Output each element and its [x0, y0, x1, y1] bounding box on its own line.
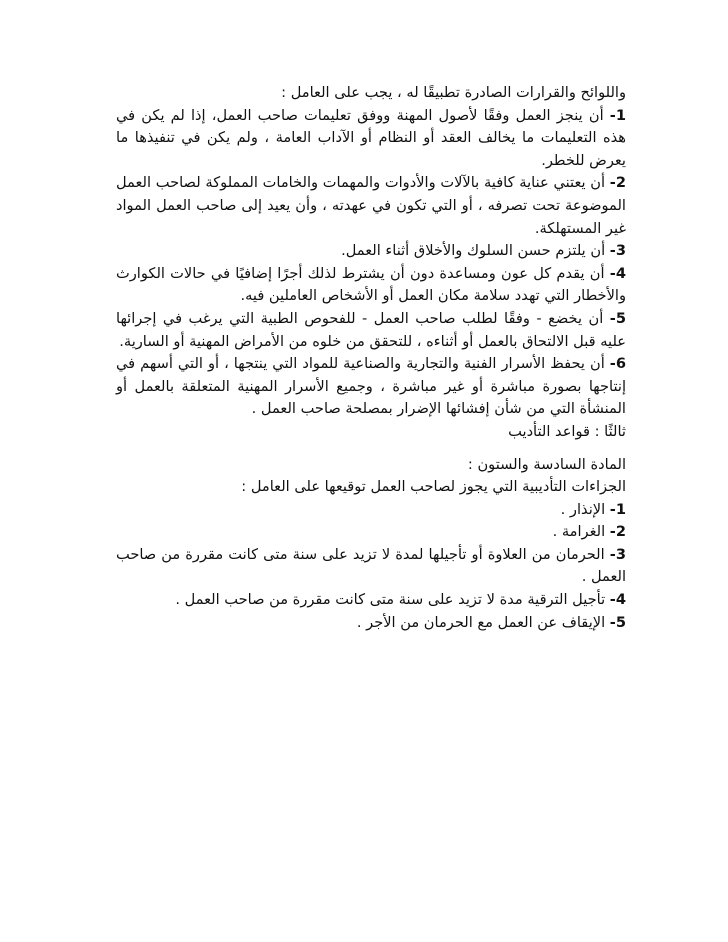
document-page — [116, 82, 626, 634]
intro-line — [116, 82, 626, 105]
penalty-item-2 — [116, 521, 626, 544]
item-number: 4- — [609, 591, 626, 609]
spacer — [116, 444, 626, 454]
item-text: أن يخضع - وفقًا لطلب صاحب العمل - للفحوص الطبية التي يرغب في إجرائها عليه قبل الالتحاق بالعمل أو أثناءه ، للتحقق من خلوه من الأمراض المهنية أو السارية. — [116, 309, 626, 350]
item-number: 2- — [609, 523, 626, 541]
penalty-item-3 — [116, 544, 626, 589]
item-number: 1- — [609, 106, 626, 124]
duty-item-3 — [116, 240, 626, 263]
item-number: 5- — [609, 309, 626, 327]
item-number: 1- — [609, 500, 626, 518]
penalty-item-4 — [116, 589, 626, 612]
item-text: أن يقدم كل عون ومساعدة دون أن يشترط لذلك أجرًا إضافيًا في حالات الكوارث والأخطار التي تهدد سلامة مكان العمل أو الأشخاص العاملين فيه. — [116, 264, 626, 305]
item-number: 3- — [609, 242, 626, 260]
item-text: الإنذار . — [560, 500, 610, 518]
item-text: أن ينجز العمل وفقًا لأصول المهنة ووفق تعليمات صاحب العمل، إذا لم يكن في هذه التعليمات ما يخالف العقد أو النظام أو الآداب العامة ، ولم يكن في تنفيذها ما يعرض للخطر. — [116, 106, 626, 169]
section-title-discipline — [116, 421, 626, 444]
item-text: أن يعتني عناية كافية بالآلات والأدوات والمهمات والخامات المملوكة لصاحب العمل الموضوعة تحت تصرفه ، أو التي تكون في عهدته ، وأن يعيد إلى صاحب العمل المواد غير المستهلكة. — [116, 174, 626, 237]
article-heading-text: المادة السادسة والستون : — [467, 455, 626, 473]
item-text: الحرمان من العلاوة أو تأجيلها لمدة لا تزيد على سنة متى كانت مقررة من صاحب العمل . — [116, 545, 626, 586]
article-intro-text: الجزاءات التأديبية التي يجوز لصاحب العمل توقيعها على العامل : — [241, 478, 626, 496]
article-heading — [116, 454, 626, 477]
duty-item-5 — [116, 308, 626, 353]
item-text: تأجيل الترقية مدة لا تزيد على سنة متى كانت مقررة من صاحب العمل . — [175, 591, 610, 609]
section-title: ثالثًا : قواعد التأديب — [508, 422, 626, 440]
duty-item-6 — [116, 353, 626, 421]
item-text: الغرامة . — [552, 523, 610, 541]
penalty-item-1 — [116, 499, 626, 522]
item-number: 3- — [609, 545, 626, 563]
penalty-item-5 — [116, 612, 626, 635]
duty-item-2 — [116, 172, 626, 240]
duty-item-1 — [116, 105, 626, 173]
item-number: 4- — [609, 264, 626, 282]
paragraph-text: واللوائح والقرارات الصادرة تطبيقًا له ، يجب على العامل : — [281, 84, 626, 101]
item-text: الإيقاف عن العمل مع الحرمان من الأجر . — [356, 613, 610, 631]
item-text: أن يحفظ الأسرار الفنية والتجارية والصناعية للمواد التي ينتجها ، أو التي أسهم في إنتاجها بصورة مباشرة أو غير مباشرة ، وجميع الأسرار المهنية المتعلقة بالعمل أو المنشأة التي من شأن إفشائها الإضرار بمصلحة صاحب العمل . — [116, 355, 626, 418]
item-number: 2- — [609, 174, 626, 192]
item-number: 5- — [609, 613, 626, 631]
article-intro — [116, 476, 626, 499]
item-number: 6- — [609, 355, 626, 373]
item-text: أن يلتزم حسن السلوك والأخلاق أثناء العمل. — [341, 242, 610, 260]
duty-item-4 — [116, 263, 626, 308]
